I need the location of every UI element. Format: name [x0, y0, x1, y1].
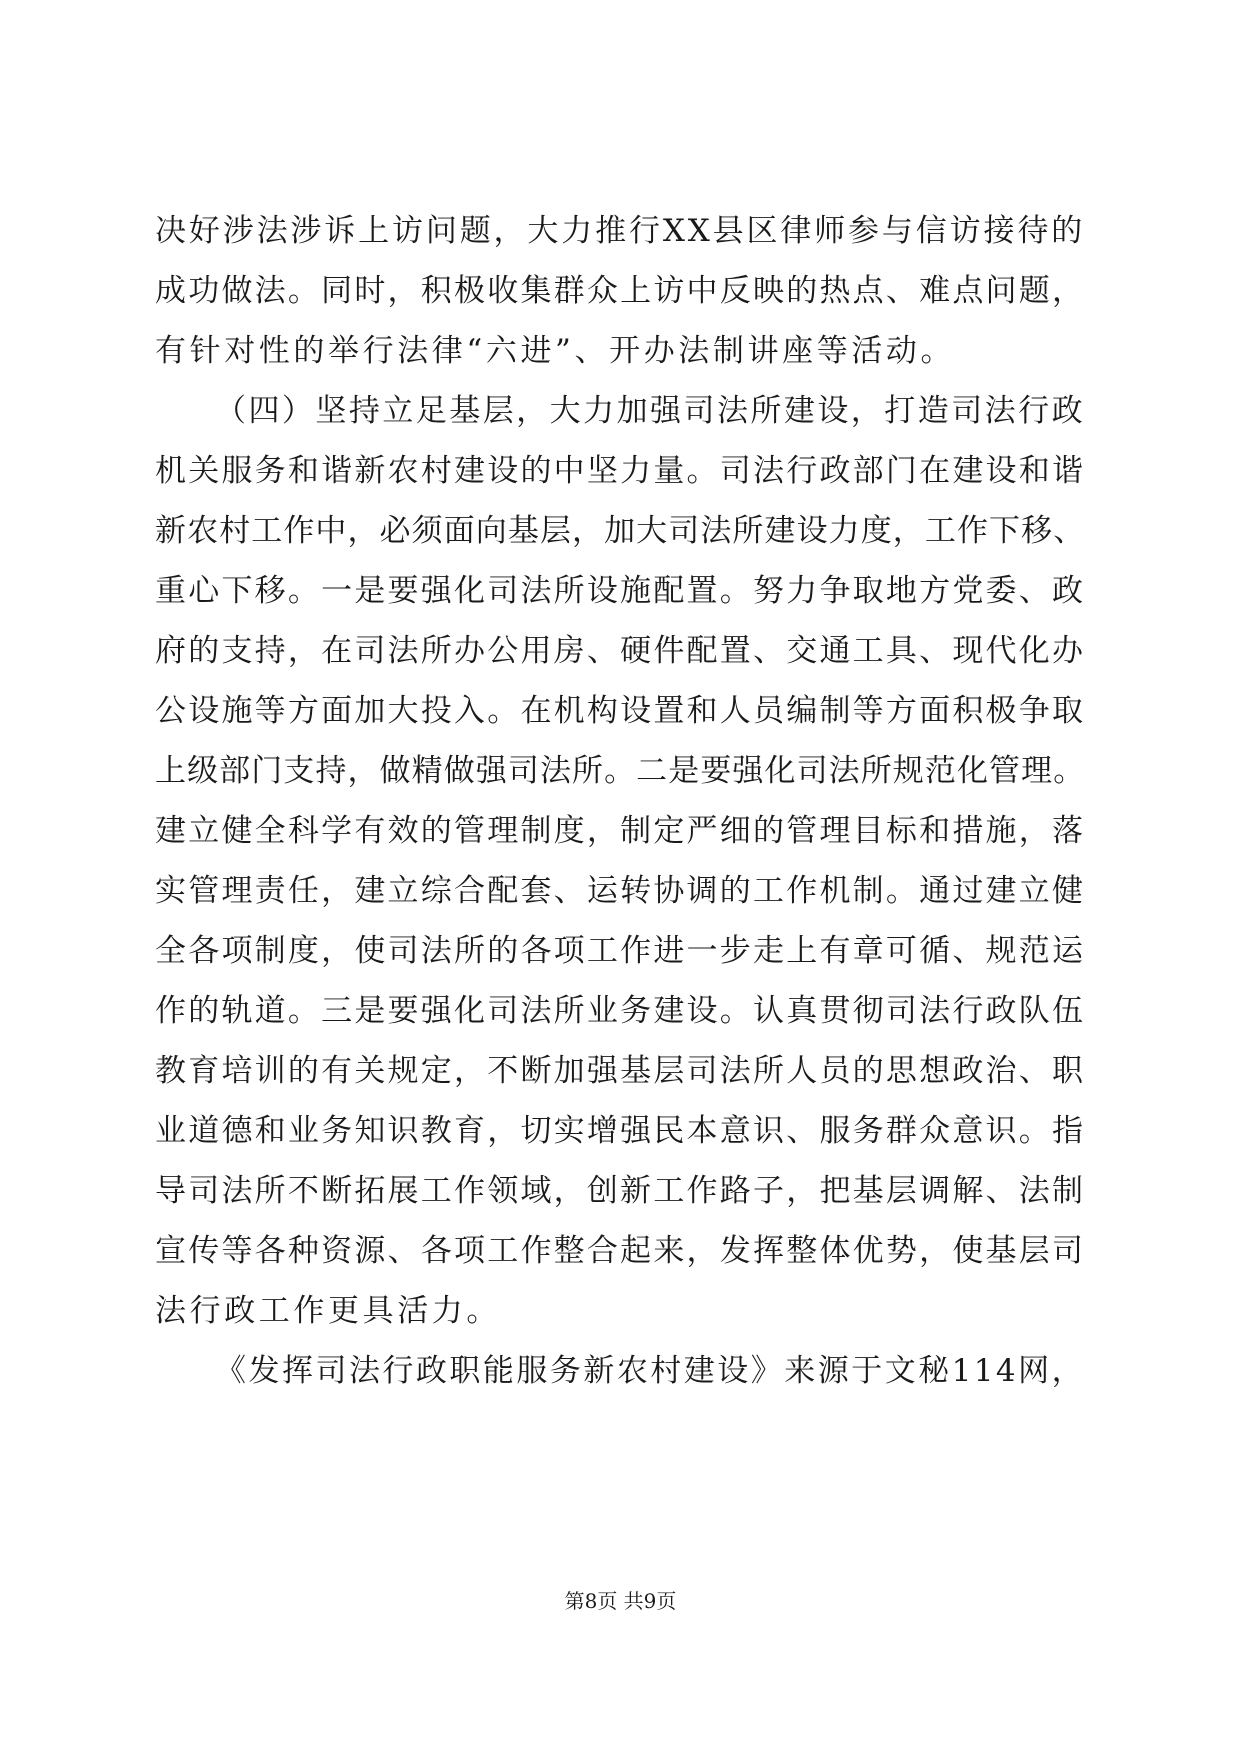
paragraph-line: 作的轨道。三是要强化司法所业务建设。认真贯彻司法行政队伍: [155, 993, 1085, 1029]
paragraph-line: 成功做法。同时，积极收集群众上访中反映的热点、难点问题，: [155, 273, 1085, 309]
paragraph-line: 全各项制度，使司法所的各项工作进一步走上有章可循、规范运: [155, 933, 1085, 969]
paragraph-line: 法行政工作更具活力。: [155, 1293, 501, 1329]
paragraph-line: 机关服务和谐新农村建设的中坚力量。司法行政部门在建设和谐: [155, 453, 1085, 489]
paragraph-line: 业道德和业务知识教育，切实增强民本意识、服务群众意识。指: [155, 1113, 1085, 1149]
paragraph-line: 导司法所不断拓展工作领域，创新工作路子，把基层调解、法制: [155, 1173, 1085, 1209]
paragraph-line: 实管理责任，建立综合配套、运转协调的工作机制。通过建立健: [155, 873, 1085, 909]
paragraph-line: 决好涉法涉诉上访问题，大力推行XX县区律师参与信访接待的: [155, 213, 1085, 249]
page-number-footer: 第8页 共9页: [564, 1589, 677, 1613]
paragraph-line: 宣传等各种资源、各项工作整合起来，发挥整体优势，使基层司: [155, 1233, 1085, 1269]
paragraph-line: 公设施等方面加大投入。在机构设置和人员编制等方面积极争取: [155, 693, 1085, 729]
paragraph-line: 重心下移。一是要强化司法所设施配置。努力争取地方党委、政: [155, 573, 1085, 609]
paragraph-line: （四）坚持立足基层，大力加强司法所建设，打造司法行政: [215, 393, 1085, 429]
paragraph-line: 《发挥司法行政职能服务新农村建设》来源于文秘114网，: [215, 1353, 1085, 1389]
paragraph-line: 教育培训的有关规定，不断加强基层司法所人员的思想政治、职: [155, 1053, 1085, 1089]
paragraph-line: 上级部门支持，做精做强司法所。二是要强化司法所规范化管理。: [155, 753, 1085, 789]
paragraph-line: 建立健全科学有效的管理制度，制定严细的管理目标和措施，落: [155, 813, 1085, 849]
paragraph-line: 新农村工作中，必须面向基层，加大司法所建设力度，工作下移、: [155, 513, 1085, 549]
paragraph-line: 有针对性的举行法律“六进”、开办法制讲座等活动。: [155, 333, 956, 369]
paragraph-line: 府的支持，在司法所办公用房、硬件配置、交通工具、现代化办: [155, 633, 1085, 669]
